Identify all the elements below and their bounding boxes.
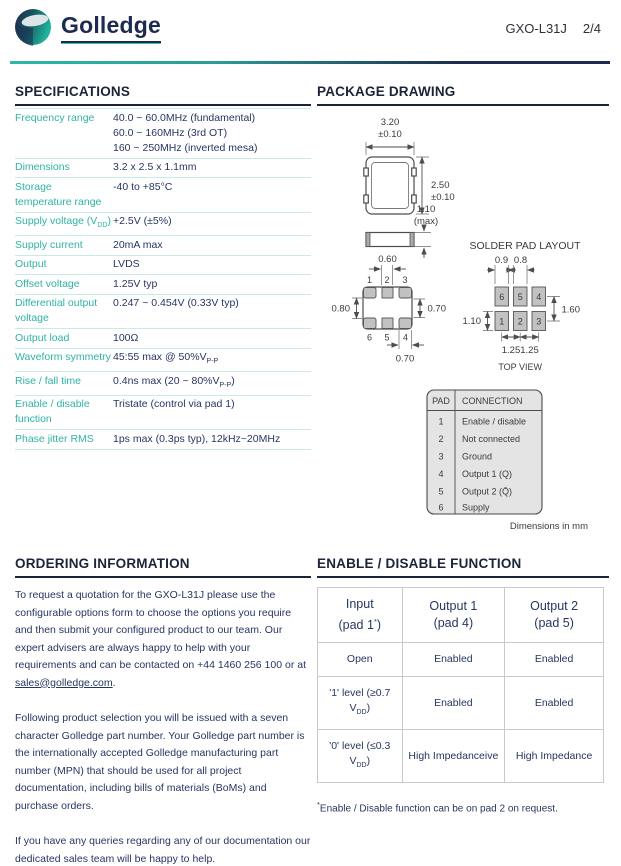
specifications-title: SPECIFICATIONS [15,84,311,106]
sales-email-link[interactable]: sales@golledge.com [15,676,113,689]
svg-text:5: 5 [384,332,390,343]
spec-label: Differential output voltage [15,294,113,329]
header-output1: Output 1 (pad 4) [402,588,505,643]
spec-label: Supply current [15,236,113,256]
svg-text:2.50: 2.50 [431,180,450,191]
spec-row [15,348,311,372]
svg-text:3.20: 3.20 [380,117,400,128]
svg-text:Ground: Ground [462,451,493,462]
svg-text:±0.10: ±0.10 [431,192,455,203]
spec-label: Phase jitter RMS [15,430,113,450]
table-row [318,643,604,677]
svg-text:2: 2 [384,275,390,285]
spec-value: 0.247 ~ 0.454V (0.33V typ) [113,294,311,329]
spec-row [15,109,311,159]
enable-disable-table [317,587,604,783]
spec-row [15,255,311,275]
svg-text:(max): (max) [413,216,439,227]
solder-pad-layout [463,240,582,372]
svg-text:1.25: 1.25 [501,345,521,356]
svg-text:1.10: 1.10 [416,204,436,215]
header-rule [10,61,610,64]
spec-row [15,294,311,329]
page-number: 2/4 [582,21,601,36]
spec-value: Tristate (control via pad 1) [113,395,311,430]
svg-text:Not connected: Not connected [462,434,521,444]
spec-value: LVDS [113,255,311,275]
spec-row [15,372,311,396]
ordering-paragraph-2: Following product selection you will be issued with a seven character Golledge part number. Your Golledge part number is the internationally accepted Golledge manufacturing part number (MPN) that should be used for all project documentation, including bills of materials (BoMs) and purchase orders. [15,712,305,812]
brand-logo [14,8,161,46]
spec-row [15,178,311,213]
svg-text:CONNECTION: CONNECTION [462,396,523,406]
svg-text:0.60: 0.60 [378,254,397,265]
svg-text:TOP VIEW: TOP VIEW [498,362,543,372]
cell-input: '1' level (≥0.7 $V_{DD}$) [318,677,403,730]
ordering-paragraph-3: If you have any queries regarding any of our documentation our dedicated sales team will be happy to help. [15,835,311,865]
spec-value: +2.5V (±5%) [113,212,311,236]
cell-output2: Enabled [505,643,604,677]
golledge-sphere-icon [14,8,52,46]
package-drawing [317,109,609,534]
spec-value: 45:55 max @ $50\%V_{P-P}$ [113,348,311,372]
svg-text:4: 4 [438,469,444,479]
spec-label: Waveform symmetry [15,348,113,372]
svg-text:3: 3 [438,451,444,462]
svg-text:0.70: 0.70 [427,303,446,315]
specifications-table [15,108,311,450]
cell-input: '0' level (≤0.3 $V_{DD}$) [318,730,403,783]
package-drawing-title: PACKAGE DRAWING [317,84,609,106]
cell-output1: High Impedanceive [402,730,505,783]
svg-text:0.80: 0.80 [331,303,350,315]
spec-label: Output [15,255,113,275]
ordering-information-section [15,556,311,866]
svg-text:PAD: PAD [432,396,450,406]
spec-value: 1.25V typ [113,275,311,295]
svg-text:5: 5 [438,486,444,497]
svg-text:4: 4 [536,292,542,302]
svg-text:1: 1 [366,275,373,285]
svg-text:Supply: Supply [462,502,490,513]
svg-text:3: 3 [402,275,408,285]
svg-text:4: 4 [402,332,409,343]
svg-text:Output 1 (Q): Output 1 (Q) [462,469,513,479]
svg-text:3: 3 [536,316,542,327]
svg-text:±0.10: ±0.10 [378,129,402,140]
svg-text:0.9: 0.9 [494,255,509,266]
ordering-p1-text: To request a quotation for the GXO-L31J please use the configurable options form to choose the options you require and then submit your configured product to our team. Our expert advisers are always happy to help with your requirements and can be contacted on +44 1460 256 100 or at [15,589,307,671]
package-top-view [364,117,455,214]
specifications-section [15,84,311,450]
svg-text:6: 6 [438,502,444,513]
cell-input: Open [318,643,403,677]
units-note: Dimensions in mm [509,521,588,532]
spec-label: Storage temperature range [15,178,113,213]
cell-output2: Enabled [505,677,604,730]
svg-text:SOLDER PAD LAYOUT: SOLDER PAD LAYOUT [469,240,581,252]
ordering-information-title: ORDERING INFORMATION [15,556,311,578]
svg-text:1.10: 1.10 [462,316,481,327]
svg-text:Enable / disable: Enable / disable [462,416,527,427]
svg-text:1: 1 [499,316,505,327]
svg-text:2: 2 [438,434,444,444]
spec-label: Supply voltage $(V_{DD})$ [15,212,113,236]
spec-row [15,395,311,430]
svg-text:2: 2 [517,316,523,327]
spec-row [15,158,311,178]
header-input: Input (pad 1*) [318,588,403,643]
pad-connection-table [427,390,542,514]
ordering-paragraph-1 [15,587,311,692]
table-row [318,730,604,783]
svg-text:5: 5 [517,292,523,302]
svg-text:1.25: 1.25 [520,345,539,356]
header-output2: Output 2 (pad 5) [505,588,604,643]
spec-value: 20mA max [113,236,311,256]
svg-text:0.8: 0.8 [513,255,528,266]
spec-label: Dimensions [15,158,113,178]
svg-text:1.60: 1.60 [561,304,580,316]
brand-wordmark: Golledge [61,12,161,43]
spec-value: -40 to +85°C [113,178,311,213]
svg-text:Output 2 (Q̄): Output 2 (Q̄) [462,486,513,497]
spec-label: Rise / fall time [15,372,113,396]
spec-row [15,329,311,349]
ordering-p1-end: . [112,676,116,689]
spec-value: 40.0 ~ 60.0MHz (fundamental) 60.0 ~ 160MHz (3rd OT) 160 ~ 250MHz (inverted mesa) [113,109,311,159]
spec-row [15,212,311,236]
cell-output2: High Impedance [505,730,604,783]
svg-text:6: 6 [499,292,505,302]
spec-value: 3.2 x 2.5 x 1.1mm [113,158,311,178]
spec-label: Frequency range [15,109,113,159]
svg-text:6: 6 [366,332,373,343]
table-header-row [318,588,604,643]
spec-value: 100Ω [113,329,311,349]
cell-output1: Enabled [402,677,505,730]
package-bottom-view [332,254,447,365]
spec-row [15,430,311,450]
package-drawing-section [317,84,609,534]
spec-value: 0.4ns max (20 ~ $80\%V_{P-P}$) [113,372,311,396]
part-number: GXO-L31J [505,21,567,36]
spec-row [15,236,311,256]
spec-label: Output load [15,329,113,349]
spec-row [15,275,311,295]
enable-disable-section [317,556,609,815]
spec-label: Offset voltage [15,275,113,295]
enable-disable-footnote: *Enable / Disable function can be on pad 2 on request. [317,800,558,815]
doc-reference [506,21,602,36]
cell-output1: Enabled [402,643,505,677]
table-row [318,677,604,730]
spec-label: Enable / disable function [15,395,113,430]
svg-text:0.70: 0.70 [395,353,415,365]
svg-text:1: 1 [438,416,444,427]
spec-value: 1ps max (0.3ps typ), 12kHz~20MHz [113,430,311,450]
enable-disable-title: ENABLE / DISABLE FUNCTION [317,556,609,578]
